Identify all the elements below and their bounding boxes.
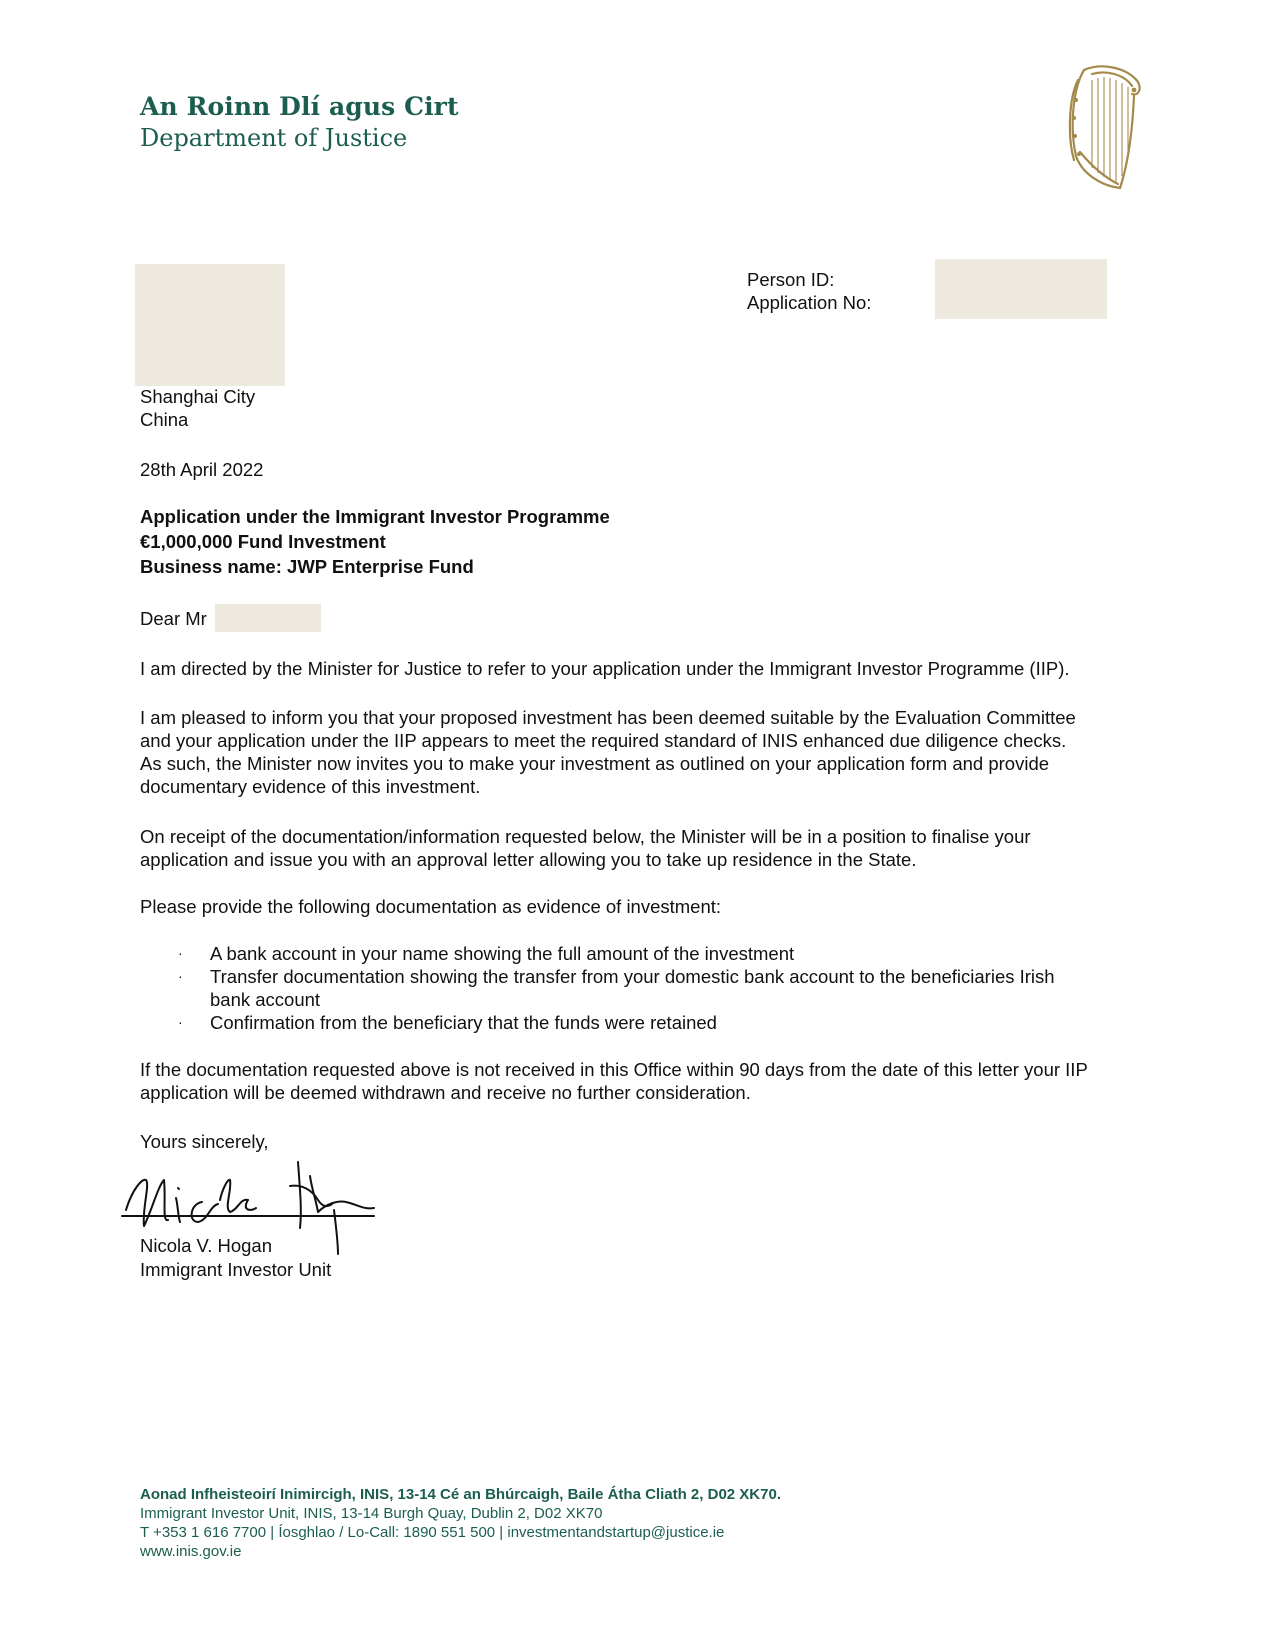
bullet-dot-icon: · — [178, 968, 183, 984]
subject-line-2: €1,000,000 Fund Investment — [140, 531, 386, 552]
letter-date: 28th April 2022 — [140, 459, 264, 480]
redacted-recipient-name — [215, 604, 321, 632]
body-paragraph-2 — [140, 706, 1150, 798]
list-item — [170, 965, 1055, 988]
body-paragraph-1-text: I am directed by the Minister for Justice to refer to your application under the Immigrant Investor Programme (IIP). — [140, 658, 1070, 679]
harp-emblem-icon — [1062, 60, 1144, 192]
footer-address-english: Immigrant Investor Unit, INIS, 13-14 Burgh Quay, Dublin 2, D02 XK70 — [140, 1505, 603, 1522]
body-paragraph-5 — [140, 1058, 1150, 1104]
redacted-reference-numbers — [935, 259, 1107, 319]
list-item — [170, 942, 1055, 965]
body-paragraph-2-line: I am pleased to inform you that your proposed investment has been deemed suitable by the Evaluation Committee — [140, 707, 1076, 728]
evidence-list — [170, 942, 1055, 1034]
list-item-text: bank account — [210, 989, 321, 1010]
body-paragraph-1 — [140, 657, 1150, 680]
list-item — [170, 1011, 1055, 1034]
subject-line-3: Business name: JWP Enterprise Fund — [140, 556, 474, 577]
body-paragraph-3-line: application and issue you with an approval letter allowing you to take up residence in the State. — [140, 849, 917, 870]
subject-line-1: Application under the Immigrant Investor Programme — [140, 506, 610, 527]
department-name-irish: An Roinn Dlí agus Cirt — [140, 92, 459, 121]
signatory-name: Nicola V. Hogan — [140, 1235, 272, 1256]
list-item-text: Transfer documentation showing the transfer from your domestic bank account to the beneficiaries Irish — [210, 966, 1055, 987]
list-item-text: A bank account in your name showing the full amount of the investment — [210, 943, 795, 964]
footer-website-link[interactable]: www.inis.gov.ie — [140, 1543, 242, 1560]
body-paragraph-4-text: Please provide the following documentation as evidence of investment: — [140, 896, 722, 917]
person-id-label: Person ID: — [747, 269, 835, 290]
body-paragraph-2-line: and your application under the IIP appears to meet the required standard of INIS enhanced due diligence checks. — [140, 730, 1067, 751]
body-paragraph-2-line: documentary evidence of this investment. — [140, 776, 481, 797]
body-paragraph-3-line: On receipt of the documentation/information requested below, the Minister will be in a position to finalise your — [140, 826, 1031, 847]
valediction: Yours sincerely, — [140, 1131, 269, 1152]
list-item-continuation — [170, 988, 1055, 1011]
redacted-recipient-block — [135, 264, 285, 386]
body-paragraph-5-line: application will be deemed withdrawn and receive no further consideration. — [140, 1082, 751, 1103]
footer-address-irish: Aonad Infheisteoirí Inimircigh, INIS, 13-14 Cé an Bhúrcaigh, Baile Átha Cliath 2, D02 XK70. — [140, 1486, 781, 1503]
address-country: China — [140, 409, 189, 430]
address-city: Shanghai City — [140, 386, 256, 407]
application-no-label: Application No: — [747, 292, 872, 313]
signatory-unit: Immigrant Investor Unit — [140, 1259, 332, 1280]
body-paragraph-5-line: If the documentation requested above is not received in this Office within 90 days from the date of this letter your IIP — [140, 1059, 1088, 1080]
footer-contact: T +353 1 616 7700 | Íosghlao / Lo-Call: 1890 551 500 | investmentandstartup@justice.ie — [140, 1524, 725, 1541]
body-paragraph-4 — [140, 895, 1150, 918]
body-paragraph-3 — [140, 825, 1150, 871]
bullet-dot-icon: · — [178, 1014, 183, 1030]
list-item-text: Confirmation from the beneficiary that the funds were retained — [210, 1012, 717, 1033]
footer — [140, 1485, 781, 1561]
body-paragraph-2-line: As such, the Minister now invites you to make your investment as outlined on your application form and provide — [140, 753, 1050, 774]
salutation: Dear Mr — [140, 608, 207, 629]
department-name-english: Department of Justice — [140, 124, 408, 152]
bullet-dot-icon: · — [178, 945, 183, 961]
